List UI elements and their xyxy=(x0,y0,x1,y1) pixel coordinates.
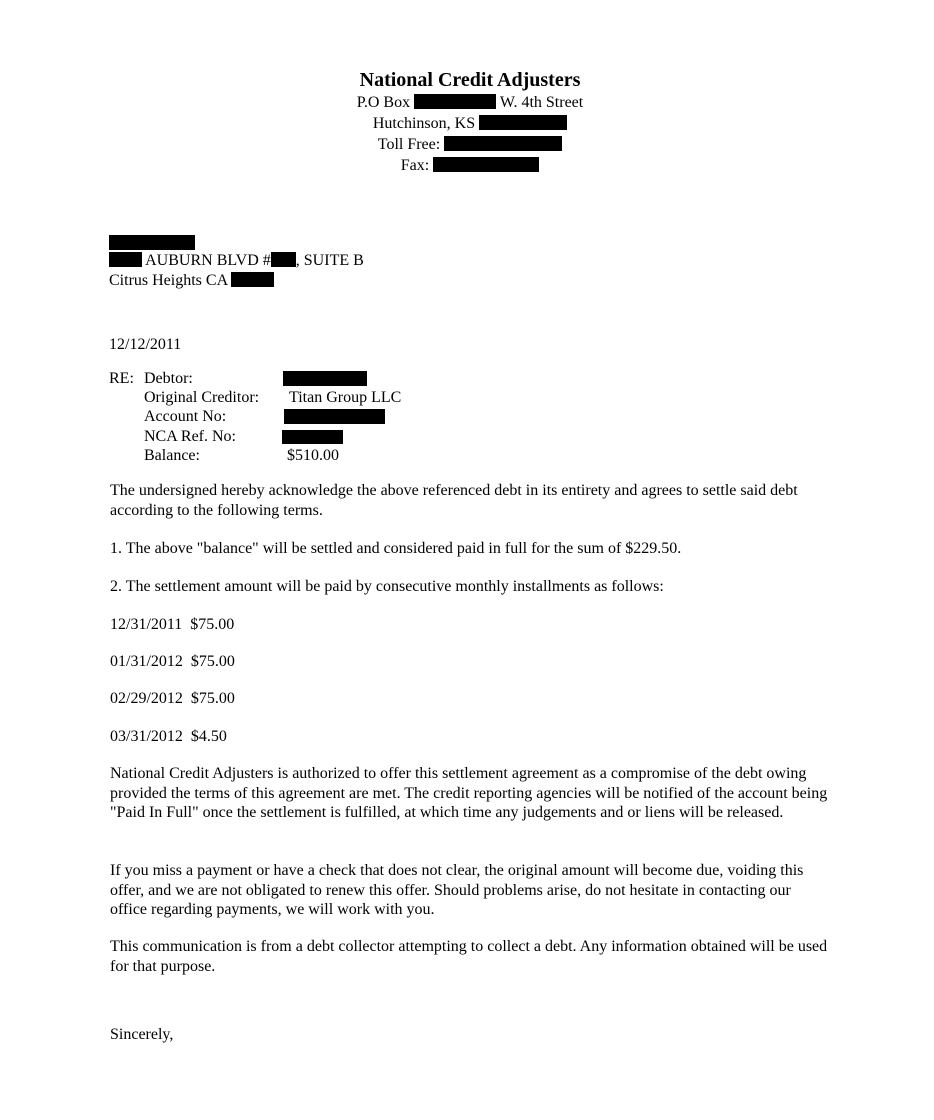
redacted-po-box xyxy=(414,94,496,109)
installment-row xyxy=(110,727,227,747)
letterhead-toll-free-line xyxy=(0,135,934,155)
authorization-paragraph: National Credit Adjusters is authorized to offer this settlement agreement as a compromise of the debt owing provided the terms of this agreement are met. The credit reporting agencies will be notified of the account being "Paid In Full" once the settlement is fulfilled, at which time any judgements and or liens will be released. xyxy=(110,765,828,821)
intro-paragraph: The undersigned hereby acknowledge the above referenced debt in its entirety and agrees to settle said debt according to the following terms. xyxy=(110,482,798,519)
recipient-city-line xyxy=(109,271,274,291)
letter-date: 12/12/2011 xyxy=(109,336,182,353)
installment-row xyxy=(110,652,235,672)
redacted-fax xyxy=(433,157,539,172)
disclosure-paragraph: This communication is from a debt collector attempting to collect a debt. Any information obtained will be used for that purpose. xyxy=(110,938,828,975)
redacted-account-number xyxy=(284,409,385,424)
original-creditor-label: Original Creditor: xyxy=(144,389,260,406)
installment-amount: $75.00 xyxy=(190,653,235,670)
fax-label: Fax: xyxy=(400,157,430,174)
installment-date: 01/31/2012 xyxy=(110,653,183,670)
recipient-city-state: Citrus Heights CA xyxy=(109,272,228,289)
term-2: 2. The settlement amount will be paid by consecutive monthly installments as follows: xyxy=(110,578,664,595)
redacted-toll-free xyxy=(444,136,562,151)
installment-amount: $75.00 xyxy=(190,690,235,707)
street-text: W. 4th Street xyxy=(499,94,584,111)
letterhead-po-box-line xyxy=(0,93,934,113)
letterhead-fax-line xyxy=(0,156,934,176)
closing: Sincerely, xyxy=(110,1026,174,1043)
recipient-address-line xyxy=(109,251,364,271)
recipient-street: AUBURN BLVD # xyxy=(145,252,271,269)
balance-label: Balance: xyxy=(144,447,200,464)
installment-row xyxy=(110,689,235,709)
installment-date: 02/29/2012 xyxy=(110,690,183,707)
installment-amount: $75.00 xyxy=(190,616,235,633)
redacted-recipient-name xyxy=(109,235,195,250)
installment-row xyxy=(110,615,234,635)
recipient-suite: , SUITE B xyxy=(295,252,364,269)
installment-date: 03/31/2012 xyxy=(110,728,183,745)
redacted-street-number xyxy=(109,252,142,267)
re-label: RE: xyxy=(109,370,134,387)
balance-value: $510.00 xyxy=(287,447,339,464)
redacted-debtor-name xyxy=(283,371,367,386)
company-name: National Credit Adjusters xyxy=(359,69,581,91)
term-1: 1. The above "balance" will be settled and considered paid in full for the sum of $229.50. xyxy=(110,540,682,557)
missed-payment-paragraph: If you miss a payment or have a check that does not clear, the original amount will become due, voiding this offer, and we are not obligated to renew this offer. Should problems arise, do not hesitate in contacting our office regarding payments, we will work with you. xyxy=(110,862,804,918)
debtor-label: Debtor: xyxy=(144,370,193,387)
nca-ref-label: NCA Ref. No: xyxy=(144,428,236,445)
installment-date: 12/31/2011 xyxy=(110,616,183,633)
redacted-zip xyxy=(479,115,567,130)
letterhead-city-line xyxy=(0,114,934,134)
redacted-nca-ref xyxy=(282,430,343,444)
po-box-label: P.O Box xyxy=(356,94,411,111)
account-no-label: Account No: xyxy=(144,408,227,425)
installment-amount: $4.50 xyxy=(190,728,227,745)
redacted-unit-number xyxy=(271,252,296,267)
city-state-text: Hutchinson, KS xyxy=(372,115,476,132)
original-creditor-value: Titan Group LLC xyxy=(289,389,402,406)
redacted-recipient-zip xyxy=(231,272,274,287)
toll-free-label: Toll Free: xyxy=(377,136,441,153)
